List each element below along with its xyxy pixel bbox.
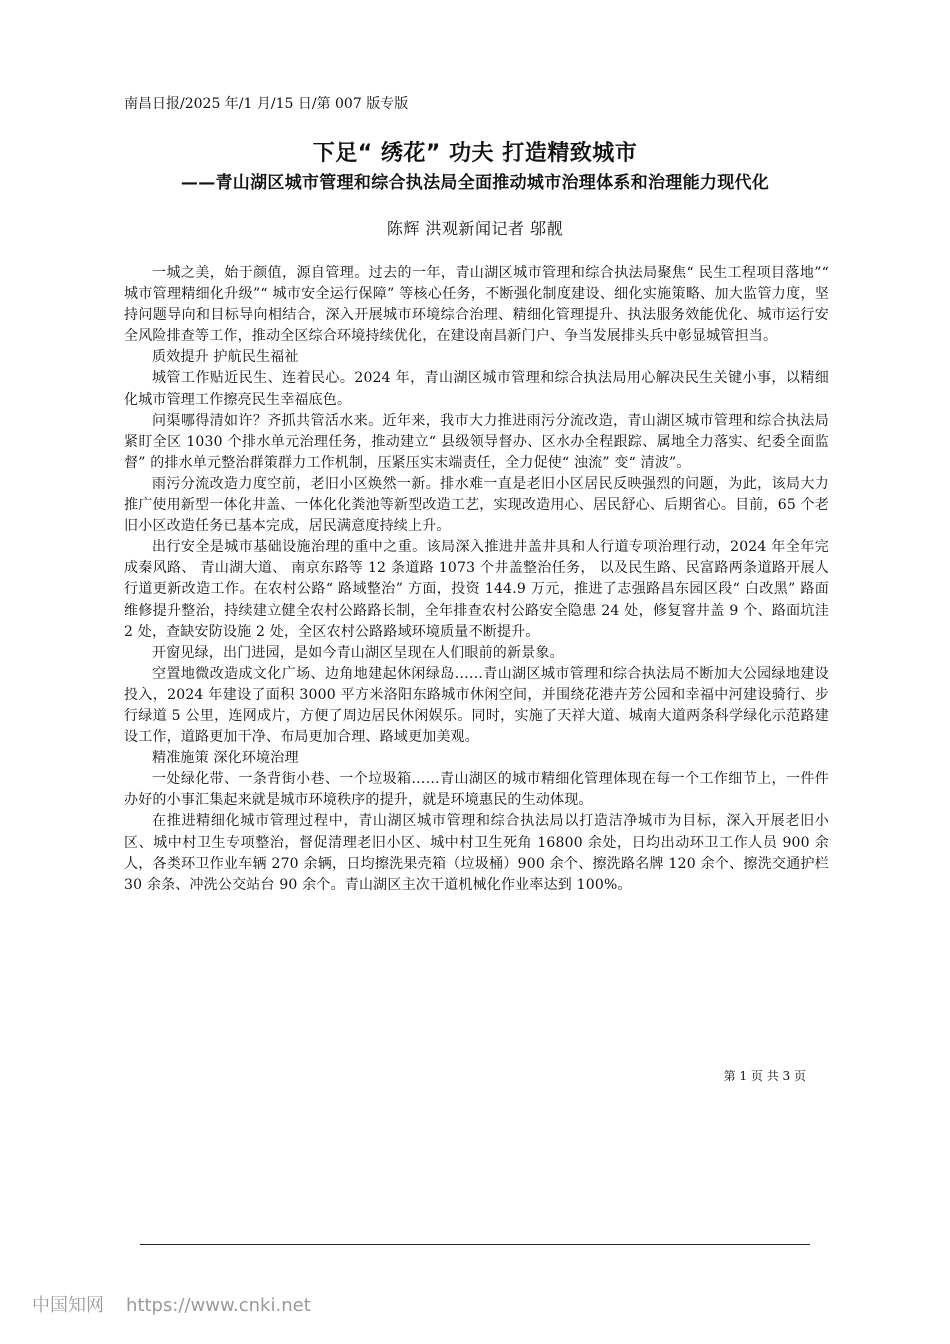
paragraph: 开窗见绿，出门进园，是如今青山湖区呈现在人们眼前的新景象。 — [152, 644, 564, 661]
watermark-url: https://www.cnki.net — [126, 1295, 311, 1316]
paragraph: 在推进精细化城市管理过程中，青山湖区城市管理和综合执法局以打造洁净城市为目标，深入开展老旧小区、城中村卫生专项整治，督促清理老旧小区、城中村卫生死角 16800 余处，日均出动环卫工作人员 900 余人，各类环卫作业车辆 270 余辆，日均擦洗果壳箱（垃圾桶）900 余个、擦洗路名牌 120 余个、擦洗交通护栏 30 余条、冲洗公交站台 90 余个。青山湖区主次干道机械化作业率达到 100%。 — [124, 813, 829, 893]
paragraph: 空置地微改造成文化广场、边角地建起休闲绿岛……青山湖区城市管理和综合执法局不断加大公园绿地建设投入，2024 年建设了面积 3000 平方米洛阳东路城市休闲空间，并围绕花港卉芳公园和幸福中河建设骑行、步行绿道 5 公里，连网成片，方便了周边居民休闲娱乐。同时，实施了天祥大道、城南大道两条科学绿化示范路建设工作，道路更加干净、布局更加合理、路域更加美观。 — [124, 665, 829, 746]
paragraph-intro: 一城之美，始于颜值，源自管理。过去的一年，青山湖区城市管理和综合执法局聚焦“ 民生工程项目落地”“ 城市管理精细化升级”“ 城市安全运行保障” 等核心任务，不断强化制度建设、细化实施策略、加大监管力度，坚持问题导向和目标导向相结合，深入开展城市环境综合治理、精细化管理提升、执法服务效能优化、城市运行安全风险排查等工作，推动全区综合环境持续优化，在建设南昌新门户、争当发展排头兵中彰显城管担当。 — [124, 265, 829, 345]
watermark — [32, 1293, 311, 1319]
paragraph: 一处绿化带、一条背街小巷、一个垃圾箱……青山湖区的城市精细化管理体现在每一个工作细节上，一件件办好的小事汇集起来就是城市环境秩序的提升，就是环境惠民的生动体现。 — [124, 771, 829, 809]
paragraph: 城管工作贴近民生、连着民心。2024 年，青山湖区城市管理和综合执法局用心解决民生关键小事，以精细化城市管理工作擦亮民生幸福底色。 — [124, 370, 829, 408]
paragraph: 出行安全是城市基础设施治理的重中之重。该局深入推进井盖井具和人行道专项治理行动，2024 年全年完成秦风路、 青山湖大道、 南京东路等 12 条道路 1073 个井盖整治任务， 以及民生路、民富路两条道路开展人行道更新改造工作。在农村公路“ 路域整治” 方面，投资 144.9 万元，推进了志强路昌东园区段“ 白改黑” 路面维修提升整治，持续建立健全农村公路路长制，全年排查农村公路安全隐患 24 处，修复窨井盖 9 个、路面坑洼 2 处，查缺安防设施 2 处，全区农村公路路域环境质量不断提升。 — [124, 539, 829, 640]
section-heading: 精准施策 深化环境治理 — [152, 750, 299, 767]
watermark-brand: 中国知网 — [32, 1295, 104, 1316]
section-heading: 质效提升 护航民生福祉 — [152, 349, 299, 366]
paragraph: 问渠哪得清如许？齐抓共管活水来。近年来，我市大力推进雨污分流改造，青山湖区城市管理和综合执法局紧盯全区 1030 个排水单元治理任务，推动建立“ 县级领导督办、区水办全程跟踪、属地全力落实、纪委全面监督” 的排水单元整治群策群力工作机制，压紧压实末端责任，全力促使“ 浊流” 变“ 清波”。 — [124, 412, 829, 471]
article-body — [124, 263, 829, 896]
article-authors: 陈辉 洪观新闻记者 邬靓 — [386, 219, 564, 238]
source-line: 南昌日报/2025 年/1 月/15 日/第 007 版专版 — [124, 96, 409, 112]
article-title: 下足“ 绣花” 功夫 打造精致城市 — [312, 141, 638, 166]
footer-divider — [140, 1244, 810, 1245]
article-subtitle: ——青山湖区城市管理和综合执法局全面推动城市治理体系和治理能力现代化 — [180, 173, 770, 193]
page-indicator: 第 1 页 共 3 页 — [723, 1069, 806, 1083]
paragraph: 雨污分流改造力度空前，老旧小区焕然一新。排水难一直是老旧小区居民反映强烈的问题，为此，该局大力推广使用新型一体化井盖、一体化化粪池等新型改造工艺，实现改造用心、居民舒心、后期省心。目前，65 个老旧小区改造任务已基本完成，居民满意度持续上升。 — [124, 475, 829, 535]
